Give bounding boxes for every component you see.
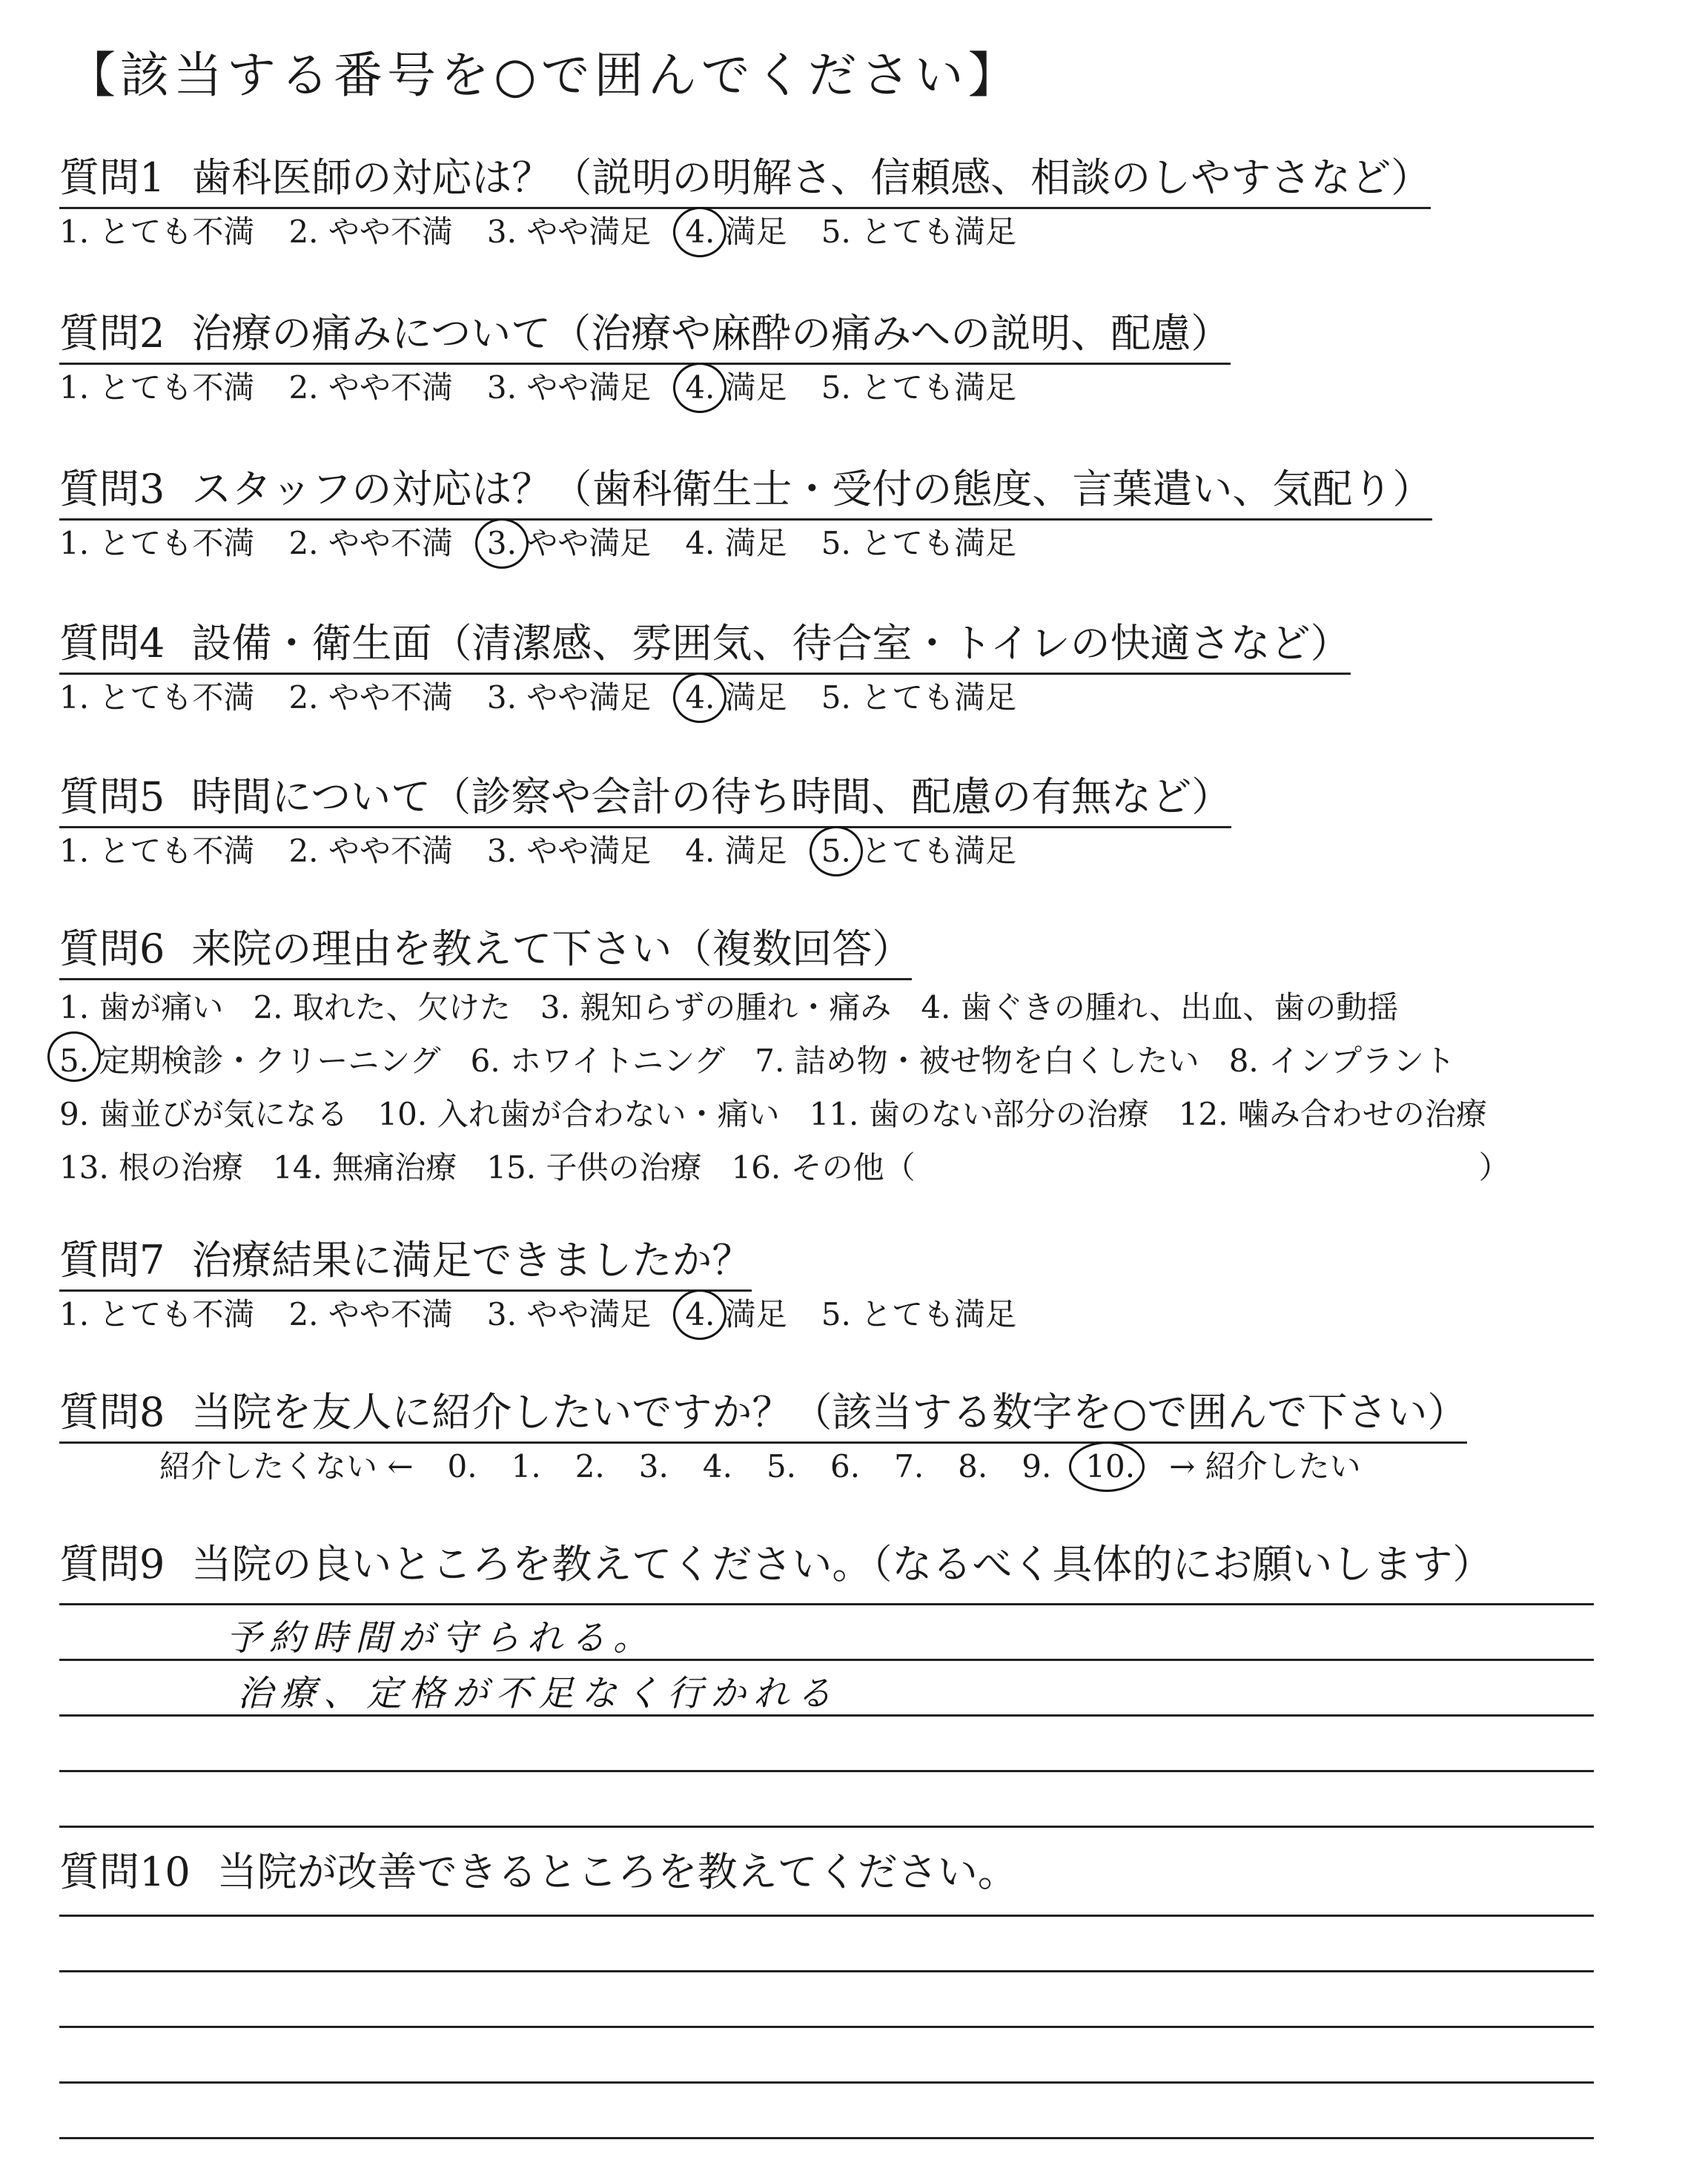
option[interactable]: 5. とても満足 [821, 679, 1017, 716]
question-heading [59, 463, 1432, 521]
question-heading [59, 1387, 1467, 1444]
rating-options [59, 366, 1050, 410]
option[interactable]: 3. やや満足 [486, 1296, 652, 1332]
option[interactable]: 5. とても満足 [821, 1296, 1017, 1332]
question-label: 質問8 [59, 1389, 165, 1436]
option[interactable]: 3. 親知らずの腫れ・痛み [540, 989, 892, 1025]
option[interactable]: 4. 満足 [685, 210, 787, 254]
option[interactable]: 4. 満足 [685, 833, 787, 869]
question-text: 来院の理由を教えて下さい（複数回答） [191, 925, 913, 972]
option[interactable]: 4. 満足 [685, 676, 787, 720]
option[interactable]: 1. 歯が痛い [59, 989, 224, 1025]
handwritten-answer: 予約時間が守られる。 [226, 1617, 657, 1659]
option[interactable]: 5. とても満足 [821, 369, 1017, 406]
option[interactable]: 16. その他（ [731, 1149, 916, 1186]
scale-points [448, 1448, 1170, 1484]
option[interactable]: 2. やや不満 [288, 369, 453, 406]
answer-lines-q10 [59, 1861, 1594, 2139]
option[interactable]: 10. 入れ歯が合わない・痛い [377, 1096, 780, 1132]
option[interactable]: 5. とても満足 [821, 214, 1017, 250]
option[interactable]: 1. とても不満 [59, 679, 255, 716]
option[interactable]: 2. やや不満 [288, 525, 453, 561]
option[interactable]: 9. 歯並びが気になる [59, 1096, 348, 1132]
answer-line [59, 1550, 1594, 1605]
question-label: 質問7 [59, 1237, 165, 1284]
option[interactable]: 3. やや満足 [486, 369, 652, 406]
question-heading [59, 923, 912, 980]
scale-point[interactable] [1085, 1444, 1135, 1489]
question-text: スタッフの対応は？（歯科衛生士・受付の態度、言葉遣い、気配り） [191, 466, 1433, 512]
option[interactable]: 12. 噛み合わせの治療 [1178, 1096, 1487, 1132]
option[interactable]: 1. とても不満 [59, 525, 255, 561]
selection-circle: 4. [685, 210, 715, 254]
option[interactable]: 5. 定期検診・クリーニング [59, 1034, 441, 1088]
page-title: 【該当する番号を○で囲んでください】 [67, 47, 1022, 104]
option[interactable]: 5. とても満足 [821, 829, 1016, 873]
answer-line [59, 1717, 1594, 1772]
option[interactable]: 3. やや満足 [486, 679, 652, 716]
option[interactable]: 1. とても不満 [59, 369, 255, 406]
question-heading [59, 771, 1231, 828]
answer-line [59, 2084, 1594, 2139]
option[interactable]: 2. やや不満 [288, 679, 453, 716]
option[interactable]: 1. とても不満 [59, 1296, 255, 1332]
question-text: 治療の痛みについて（治療や麻酔の痛みへの説明、配慮） [191, 310, 1231, 357]
other-closing-paren: ） [1478, 1149, 1510, 1186]
scale-point[interactable]: 1. [511, 1448, 541, 1484]
question-heading [59, 1235, 752, 1292]
scale-point[interactable]: 2. [575, 1448, 605, 1484]
option[interactable]: 1. とても不満 [59, 214, 255, 250]
selection-circle: 4. [685, 676, 715, 720]
question-heading [59, 618, 1351, 675]
selection-circle: 3. [487, 521, 517, 566]
answer-line [59, 1772, 1594, 1828]
option[interactable]: 14. 無痛治療 [273, 1149, 457, 1186]
reason-row [59, 1088, 1517, 1141]
reason-row [59, 981, 1517, 1034]
reason-row [59, 1034, 1517, 1088]
option[interactable]: 13. 根の治療 [59, 1149, 244, 1186]
question-heading [59, 152, 1431, 209]
question-label: 質問9 [59, 1541, 165, 1588]
scale-point[interactable]: 6. [830, 1448, 861, 1484]
option[interactable]: 4. 満足 [685, 525, 787, 561]
option[interactable]: 6. ホワイトニング [470, 1043, 726, 1079]
option[interactable]: 8. インプラント [1228, 1043, 1456, 1079]
option[interactable]: 11. 歯のない部分の治療 [809, 1096, 1149, 1132]
option[interactable]: 15. 子供の治療 [486, 1149, 702, 1186]
rating-options [59, 829, 1050, 873]
question-text: 当院の良いところを教えてください。（なるべく具体的にお願いします） [191, 1541, 1493, 1588]
answer-line [59, 1861, 1594, 1917]
question-label: 質問4 [59, 620, 165, 667]
reason-row [59, 1141, 1517, 1195]
question-text: 歯科医師の対応は？（説明の明解さ、信頼感、相談のしやすさなど） [191, 154, 1431, 201]
scale-point[interactable]: 4. [702, 1448, 732, 1484]
scale-point[interactable]: 9. [1022, 1448, 1052, 1484]
question-text: 当院を友人に紹介したいですか？（該当する数字を○で囲んで下さい） [191, 1389, 1468, 1436]
question-text: 治療結果に満足できましたか？ [191, 1237, 752, 1284]
option[interactable]: 2. やや不満 [288, 1296, 453, 1332]
question-text: 時間について（診察や会計の待ち時間、配慮の有無など） [191, 773, 1232, 820]
question-heading [59, 308, 1231, 365]
selection-circle: 4. [685, 1292, 715, 1337]
rating-options [59, 210, 1050, 254]
selection-circle: 4. [685, 366, 715, 410]
question-label: 質問6 [59, 925, 165, 972]
scale-point[interactable]: 5. [766, 1448, 797, 1484]
scale-left-label: 紹介したくない ← [159, 1448, 414, 1484]
rating-options [59, 676, 1050, 720]
option[interactable]: 4. 満足 [685, 366, 787, 410]
rating-options [59, 521, 1050, 566]
selection-circle: 10. [1085, 1448, 1136, 1484]
handwritten-answer: 治療、定格が不足なく行かれる [237, 1673, 840, 1714]
option[interactable]: 3. やや満足 [486, 214, 652, 250]
option[interactable]: 2. 取れた、欠けた [253, 989, 511, 1025]
question-label: 質問5 [59, 773, 165, 820]
scale-point[interactable]: 7. [894, 1448, 924, 1484]
option[interactable]: 1. とても不満 [59, 833, 255, 869]
question-text: 当院が改善できるところを教えてください。 [216, 1849, 1018, 1895]
option[interactable]: 3. やや満足 [487, 521, 651, 566]
scale-point[interactable]: 8. [958, 1448, 988, 1484]
option[interactable]: 2. やや不満 [288, 833, 453, 869]
option[interactable]: 4. 歯ぐきの腫れ、出血、歯の動揺 [921, 989, 1399, 1025]
referral-scale [159, 1444, 1361, 1489]
option[interactable]: 5. とても満足 [821, 525, 1017, 561]
scale-right-label: → 紹介したい [1169, 1448, 1361, 1484]
option[interactable]: 2. やや不満 [288, 214, 453, 250]
scale-point[interactable]: 3. [638, 1448, 669, 1484]
answer-lines-q9 [59, 1550, 1594, 1828]
reason-options [59, 981, 1517, 1195]
question-text: 設備・衛生面（清潔感、雰囲気、待合室・トイレの快適さなど） [191, 620, 1351, 667]
question-label: 質問2 [59, 310, 165, 357]
option[interactable]: 7. 詰め物・被せ物を白くしたい [755, 1043, 1199, 1079]
scale-point[interactable]: 0. [447, 1448, 477, 1484]
question-label: 質問3 [59, 466, 165, 512]
selection-circle: 5. [59, 1034, 89, 1088]
question-label: 質問1 [59, 154, 165, 201]
option[interactable]: 3. やや満足 [486, 833, 652, 869]
answer-line [59, 1917, 1594, 1972]
answer-line [59, 1972, 1594, 2028]
selection-circle: 5. [821, 829, 851, 873]
answer-line [59, 2028, 1594, 2084]
question-label: 質問10 [59, 1849, 191, 1895]
option[interactable]: 4. 満足 [685, 1292, 787, 1337]
rating-options [59, 1292, 1050, 1337]
